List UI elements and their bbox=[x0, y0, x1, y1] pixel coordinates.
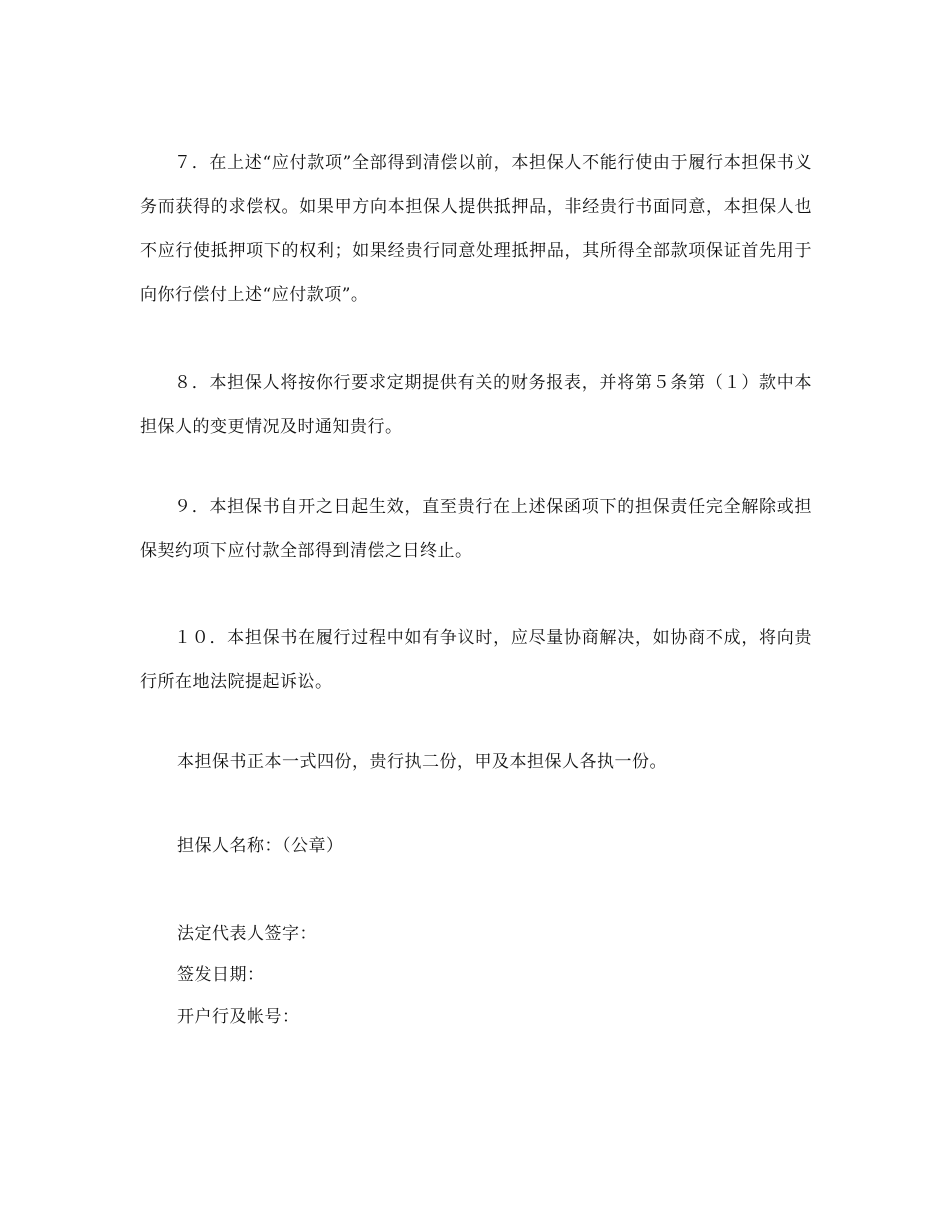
clause-10: １０．本担保书在履行过程中如有争议时，应尽量协商解决，如协商不成，将向贵行所在地法院提起诉讼。 bbox=[140, 628, 812, 692]
clause-7: ７．在上述“应付款项”全部得到清偿以前，本担保人不能行使由于履行本担保书义务而获得的求偿权。如果甲方向本担保人提供抵押品，非经贵行书面同意，本担保人也不应行使抵押项下的权利；如果经贵行同意处理抵押品，其所得全部款项保证首先用于向你行偿付上述“应付款项”。 bbox=[140, 153, 812, 305]
clause-8: ８．本担保人将按你行要求定期提供有关的财务报表，并将第５条第（１）款中本担保人的变更情况及时通知贵行。 bbox=[140, 373, 812, 437]
guarantor-name-label: 担保人名称：（公章） bbox=[177, 836, 344, 856]
copies-note: 本担保书正本一式四份，贵行执二份，甲及本担保人各执一份。 bbox=[177, 752, 667, 772]
legal-rep-signature-label: 法定代表人签字： bbox=[177, 924, 317, 944]
issue-date-label: 签发日期： bbox=[177, 965, 265, 985]
bank-account-label: 开户行及帐号： bbox=[177, 1007, 300, 1027]
clause-9: ９．本担保书自开之日起生效，直至贵行在上述保函项下的担保责任完全解除或担保契约项下应付款全部得到清偿之日终止。 bbox=[140, 497, 812, 561]
